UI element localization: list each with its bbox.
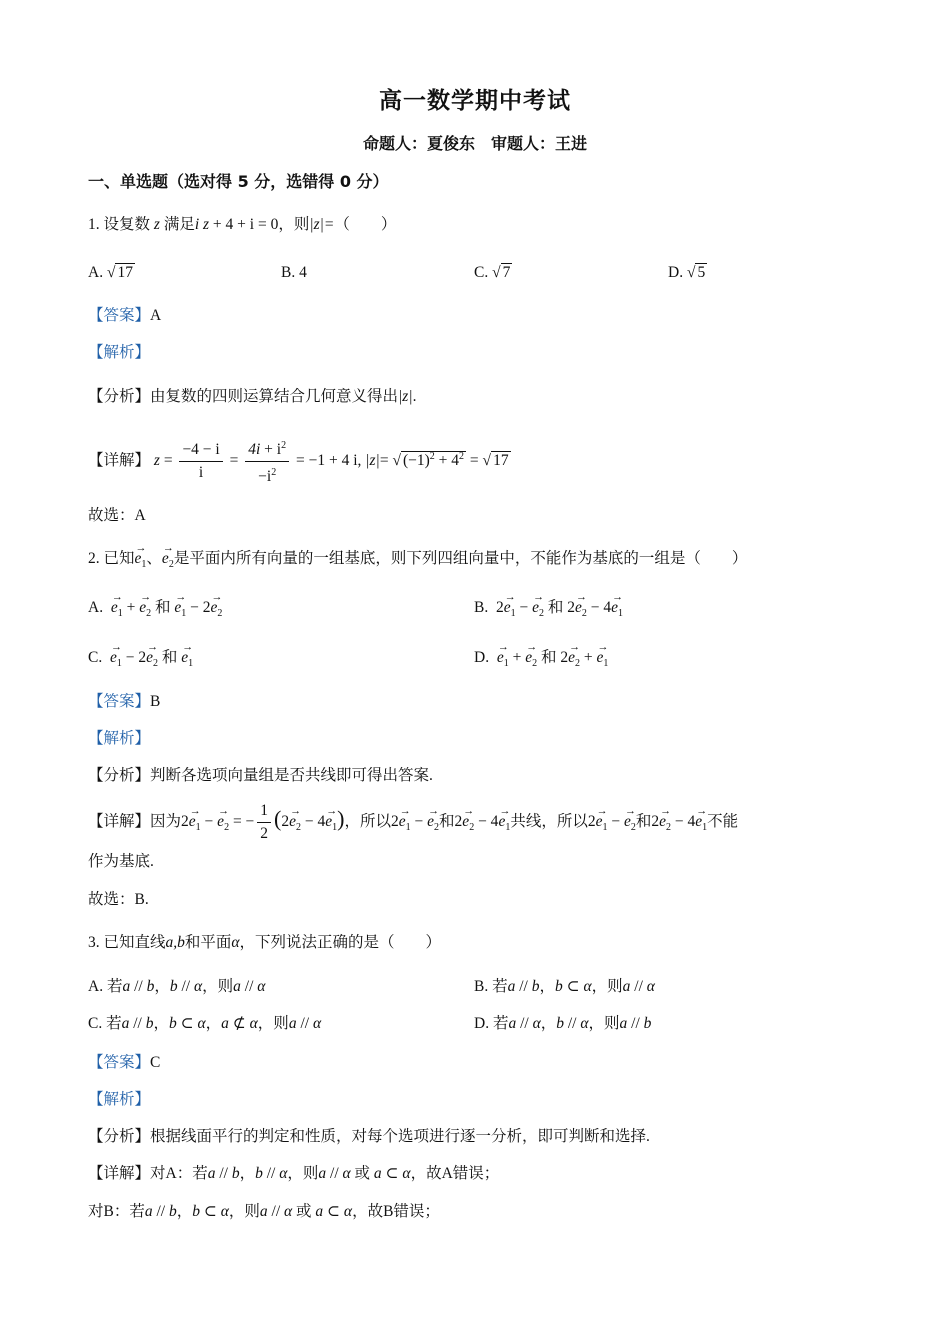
q2-option-a: A. → $e_1$ + → $e_2$ 和 → $e_1 - 2\to e_2$ (88, 596, 222, 626)
q2-detail: 【详解】因为$2\to e_1$ − → $e_2$ = − $\frac{1}{2}$ $(2\to e_2 - 4\to e_1)$，所以$2\to e_1$ − → $e_2$和$2\to e_2 - 4\to e_1$共线，所以$2\to e_1$ − → $e_2$和$2\to e_2 - 4\to e_1$不能 (88, 796, 738, 851)
q2-option-d: D. → $e_1$ + → $e_2$ 和 $2\to e_2$ + → $e_1$ (474, 646, 608, 676)
q3-option-d: D. 若a // α，b // α，则a // b (474, 1015, 652, 1032)
q3-option-c: C. 若a // b，b ⊂ α，a ⊄ α，则a // α (88, 1015, 322, 1032)
question-setter: 命题人：夏俊东 (362, 134, 475, 153)
q3-option-a: A. 若a // b，b // α，则a // α (88, 978, 266, 995)
q1-option-d: D. √ 5 (668, 264, 706, 281)
q2-answer: 【答案】B (88, 693, 161, 710)
q3-option-b: B. 若a // b，b ⊂ α，则a // α (474, 978, 655, 995)
q3-detail-b: 对B：若a // b，b ⊂ α，则a // α 或 a ⊂ α，故B错误； (88, 1203, 440, 1220)
q1-fenxi: 【分析】由复数的四则运算结合几何意义得出|z|. (88, 388, 417, 405)
q1-detail: 【详解】 z = $\frac{-4 - i}{i}$ = $\frac{4i + i^2}{-i^2}$ = −1 + 4 i, |z|= √ $(-1)^2 + 4^2$ = √ 17 (88, 434, 511, 488)
q1-conclusion: 故选：A (88, 507, 146, 524)
q1-analysis-label: 【解析】 (88, 344, 151, 361)
exam-authors (0, 131, 950, 154)
q2-detail-cont: 作为基底. (88, 853, 154, 870)
q1-answer: 【答案】A (88, 307, 162, 324)
q3-fenxi: 【分析】根据线面平行的判定和性质，对每个选项进行逐一分析，即可判断和选择. (88, 1128, 650, 1145)
q2-analysis-label: 【解析】 (88, 730, 151, 747)
q1-option-b: B. 4 (281, 264, 307, 281)
q2-option-b: B. $2\to e_1$ − → $e_2$ 和 $2\to e_2 - 4\to e_1$ (474, 596, 623, 626)
q3-detail-a: 【详解】对A：若a // b，b // α，则a // α 或 a ⊂ α，故A错误； (88, 1165, 500, 1182)
reviewer: 审题人：王进 (491, 134, 588, 153)
page-title: 高一数学期中考试 (379, 88, 571, 114)
q1-option-c: C. √ 7 (474, 264, 511, 281)
q1-stem: 1. 设复数 z 满足i z + 4 + i = 0，则|z|=（ ） (88, 216, 397, 233)
section-heading: 一、单选题（选对得 5 分，选错得 0 分） (88, 172, 389, 191)
q3-answer: 【答案】C (88, 1054, 161, 1071)
q1-option-a: A. √ 17 (88, 264, 133, 281)
q2-stem: 2. 已知→ $e_1$、→ $e_2$是平面内所有向量的一组基底，则下列四组向量中，不能作为基底的一组是（ ） (88, 547, 747, 577)
q2-option-c: C. → $e_1 - 2\to e_2$ 和 → $e_1$ (88, 646, 193, 676)
q3-analysis-label: 【解析】 (88, 1091, 151, 1108)
q2-conclusion: 故选：B. (88, 891, 149, 908)
q3-stem: 3. 已知直线a,b和平面α，下列说法正确的是（ ） (88, 934, 442, 951)
q2-fenxi: 【分析】判断各选项向量组是否共线即可得出答案. (88, 767, 433, 784)
